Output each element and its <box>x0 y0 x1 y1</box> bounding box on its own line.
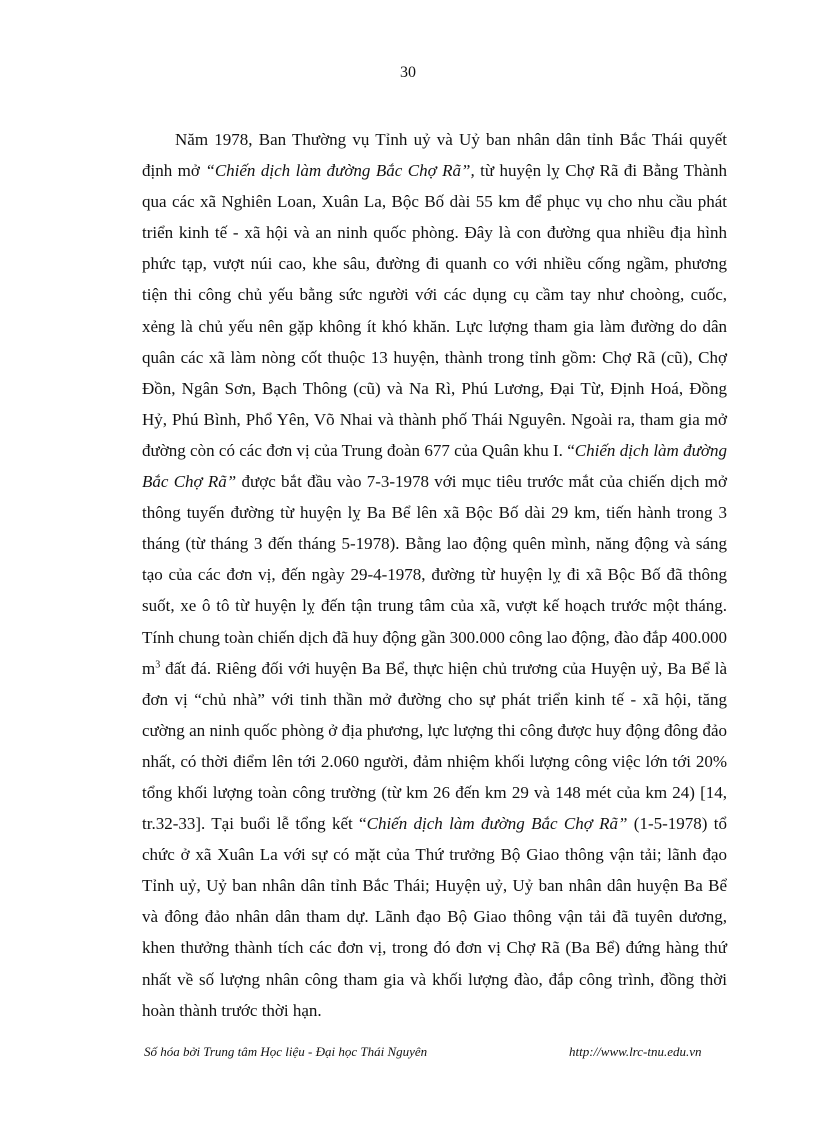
footer-url: http://www.lrc-tnu.edu.vn <box>569 1044 702 1059</box>
paragraph-text-part-2: từ huyện lỵ Chợ Rã đi Bằng Thành qua các xã Nghiên Loan, Xuân La, Bộc Bố dài 55 km để phục vụ cho nhu cầu phát triển kinh tế - xã hội và an ninh quốc phòng. Đây là con đường qua nhiều địa hình phức tạp, vượt núi cao, khe sâu, đường đi quanh co với nhiều cống ngầm, phương tiện thi công chủ yếu bằng sức người với các dụng cụ cầm tay như choòng, cuốc, xẻng là chủ yếu nên gặp không ít khó khăn. Lực lượng tham gia làm đường do dân quân các xã làm nòng cốt thuộc 13 huyện, thành trong tỉnh gồm: Chợ Rã (cũ), Chợ Đồn, Ngân Sơn, Bạch Thông (cũ) và Na Rì, Phú Lương, Đại Từ, Định Hoá, Đồng Hỷ, Phú Bình, Phổ Yên, Võ Nhai và thành phố Thái Nguyên. Ngoài ra, tham gia mở đường còn có các đơn vị của Trung đoàn 677 của Quân khu I. “ <box>142 161 727 460</box>
footer-digitization-credit: Số hóa bởi Trung tâm Học liệu - Đại học Thái Nguyên <box>144 1044 428 1059</box>
page-number: 30 <box>400 64 416 81</box>
cubic-superscript: 3 <box>155 658 161 670</box>
paragraph-text-part-5: (1-5-1978) tổ chức ở xã Xuân La với sự có mặt của Thứ trưởng Bộ Giao thông vận tải; lãnh đạo Tỉnh uỷ, Uỷ ban nhân dân tỉnh Bắc Thái; Huyện uỷ, Uỷ ban nhân dân huyện Ba Bể và đông đảo nhân dân tham dự. Lãnh đạo Bộ Giao thông vận tải đã tuyên dương, khen thưởng thành tích các đơn vị, trong đó đơn vị Chợ Rã (Ba Bể) đứng hàng thứ nhất về số lượng nhân công tham gia và khối lượng đào, đắp công trình, đồng thời hoàn thành trước thời hạn. <box>142 814 727 1020</box>
paragraph-text-part-1: Năm 1978, Ban Thường vụ Tỉnh uỷ và Uỷ ban nhân dân tỉnh Bắc Thái quyết định mở <box>142 130 727 181</box>
campaign-title-quote-3: Chiến dịch làm đường Bắc Chợ Rã” <box>366 814 628 834</box>
paragraph-text-part-3: được bắt đầu vào 7-3-1978 với mục tiêu trước mắt của chiến dịch mở thông tuyến đường từ huyện lỵ Ba Bể lên xã Bộc Bố dài 29 km, tiến hành trong 3 tháng (từ tháng 3 đến tháng 5-1978). Bằng lao động quên mình, năng động và sáng tạo của các đơn vị, đến ngày 29-4-1978, đường từ huyện lỵ đi xã Bộc Bố đã thông suốt, xe ô tô từ huyện lỵ đến tận trung tâm của xã, vượt kế hoạch trước một tháng. Tính chung toàn chiến dịch đã huy động gần 300.000 công lao động, đào đắp 400.000 m <box>142 472 727 678</box>
paragraph-text-part-4: đất đá. Riêng đối với huyện Ba Bể, thực hiện chủ trương của Huyện uỷ, Ba Bể là đơn vị “chủ nhà” với tinh thần mở đường cho sự phát triển kinh tế - xã hội, tăng cường an ninh quốc phòng ở địa phương, lực lượng thi công được huy động đông đảo nhất, có thời điểm lên tới 2.060 người, đảm nhiệm khối lượng công việc lớn tới 20% tổng khối lượng toàn công trường (từ km 26 đến km 29 và 148 mét của km 24) [14, tr.32-33]. Tại buổi lễ tổng kết “ <box>142 658 727 834</box>
campaign-title-quote-1: “Chiến dịch làm đường Bắc Chợ Rã”, <box>205 161 475 181</box>
campaign-title-quote-2: Chiến dịch làm đường Bắc Chợ Rã” <box>142 440 727 492</box>
body-paragraph <box>142 124 727 1026</box>
